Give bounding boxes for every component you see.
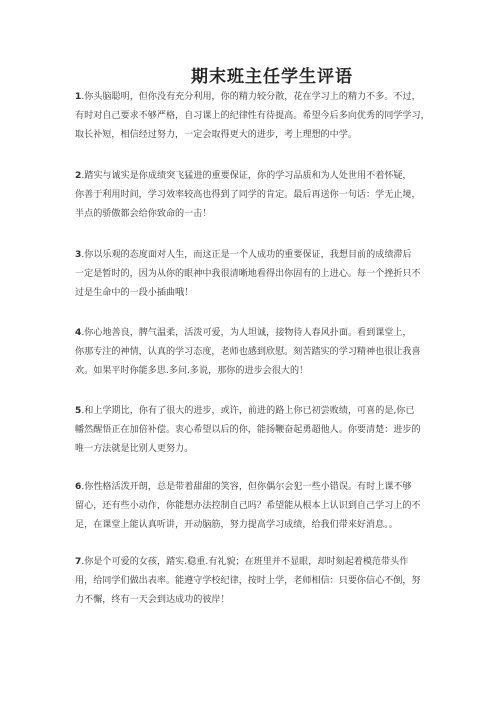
comment-paragraph-3 (75, 246, 435, 303)
paragraph-line: 用，给同学们做出表率。能遵守学校纪律，按时上学，老师相信：只要你信心不倒，努 (75, 576, 421, 586)
paragraph-line: 取长补短，相信经过努力，一定会取得更大的进步，考上理想的中学。 (75, 130, 357, 140)
paragraph-number: 2 (75, 171, 82, 181)
paragraph-line: 4.你心地善良，脾气温柔，活泼可爱，为人坦诚，接物待人春风扑面。看到课堂上， (75, 328, 412, 338)
paragraph-number: 4 (75, 328, 82, 338)
paragraph-line: 有时对自己要求不够严格，自习课上的纪律性有待提高。希望今后多向优秀的同学学习， (75, 111, 430, 121)
comment-paragraph-5 (75, 402, 435, 459)
paragraph-line: 幡然醒悟正在加倍补偿。衷心希望以后的你，能扬鞭奋起勇超他人。你要清楚：进步的 (75, 425, 421, 435)
comment-paragraph-6 (75, 478, 435, 535)
paragraph-line: 半点的骄傲都会给你致命的一击！ (75, 209, 212, 219)
paragraph-line: 5.和上学期比，你有了很大的进步，或许，前进的路上你已初尝败绩，可喜的是,你已 (75, 406, 415, 416)
paragraph-line: 3.你以乐观的态度面对人生，而这正是一个人成功的重要保证，我想目前的成绩滞后 (75, 250, 412, 260)
paragraph-line: 欢。如果平时你能多思.多问.多说，那你的进步会很大的！ (75, 366, 309, 376)
paragraph-line: 力不懈，终有一天会到达成功的彼岸！ (75, 595, 230, 605)
paragraph-number: 3 (75, 250, 82, 260)
document-title: 期末班主任学生评语 (191, 67, 353, 87)
paragraph-number: 7 (75, 557, 82, 567)
comment-paragraph-7 (75, 553, 435, 610)
paragraph-number: 1 (75, 92, 82, 102)
paragraph-line: 足，在课堂上能认真听讲，开动脑筋，努力提高学习成绩，给我们带来好消息。。 (75, 520, 398, 530)
paragraph-line: 2.踏实与诚实是你成绩突飞猛进的重要保证，你的学习品质和为人处世用不着怀疑， (75, 171, 412, 181)
paragraph-number: 5 (75, 406, 82, 416)
paragraph-line: 过是生命中的一段小插曲哦！ (75, 288, 194, 298)
comment-paragraph-4 (75, 324, 435, 381)
comment-paragraph-2 (75, 167, 435, 224)
paragraph-line: 你善于利用时间，学习效率较高也得到了同学的肯定。最后再送你一句话：学无止境， (75, 190, 421, 200)
paragraph-line: 7.你是个可爱的女孩，踏实.稳重.有礼貌；在班里并不显眼，却时刻起着模范带头作 (75, 557, 409, 567)
paragraph-line: 唯一方法就是比别人更努力。 (75, 444, 194, 454)
paragraph-line: 一定是暂时的，因为从你的眼神中我很清晰地看得出你固有的上进心。每一个挫折只不 (75, 269, 421, 279)
paragraph-line: 留心，还有些小动作，你能想办法控制自己吗？希望能从根本上认识到自己学习上的不 (75, 501, 421, 511)
paragraph-number: 6 (75, 482, 82, 492)
paragraph-line: 1.你头脑聪明，但你没有充分利用，你的精力较分散，花在学习上的精力不多。不过， (75, 92, 421, 102)
comment-paragraph-1 (75, 88, 435, 145)
paragraph-line: 你那专注的神情，认真的学习态度，老师也感到欣慰。刻苦踏实的学习精神也很让我喜 (75, 347, 421, 357)
paragraph-line: 6.你性格活泼开朗，总是带着甜甜的笑容，但你偶尔会犯一些小错误。有时上课不够 (75, 482, 412, 492)
